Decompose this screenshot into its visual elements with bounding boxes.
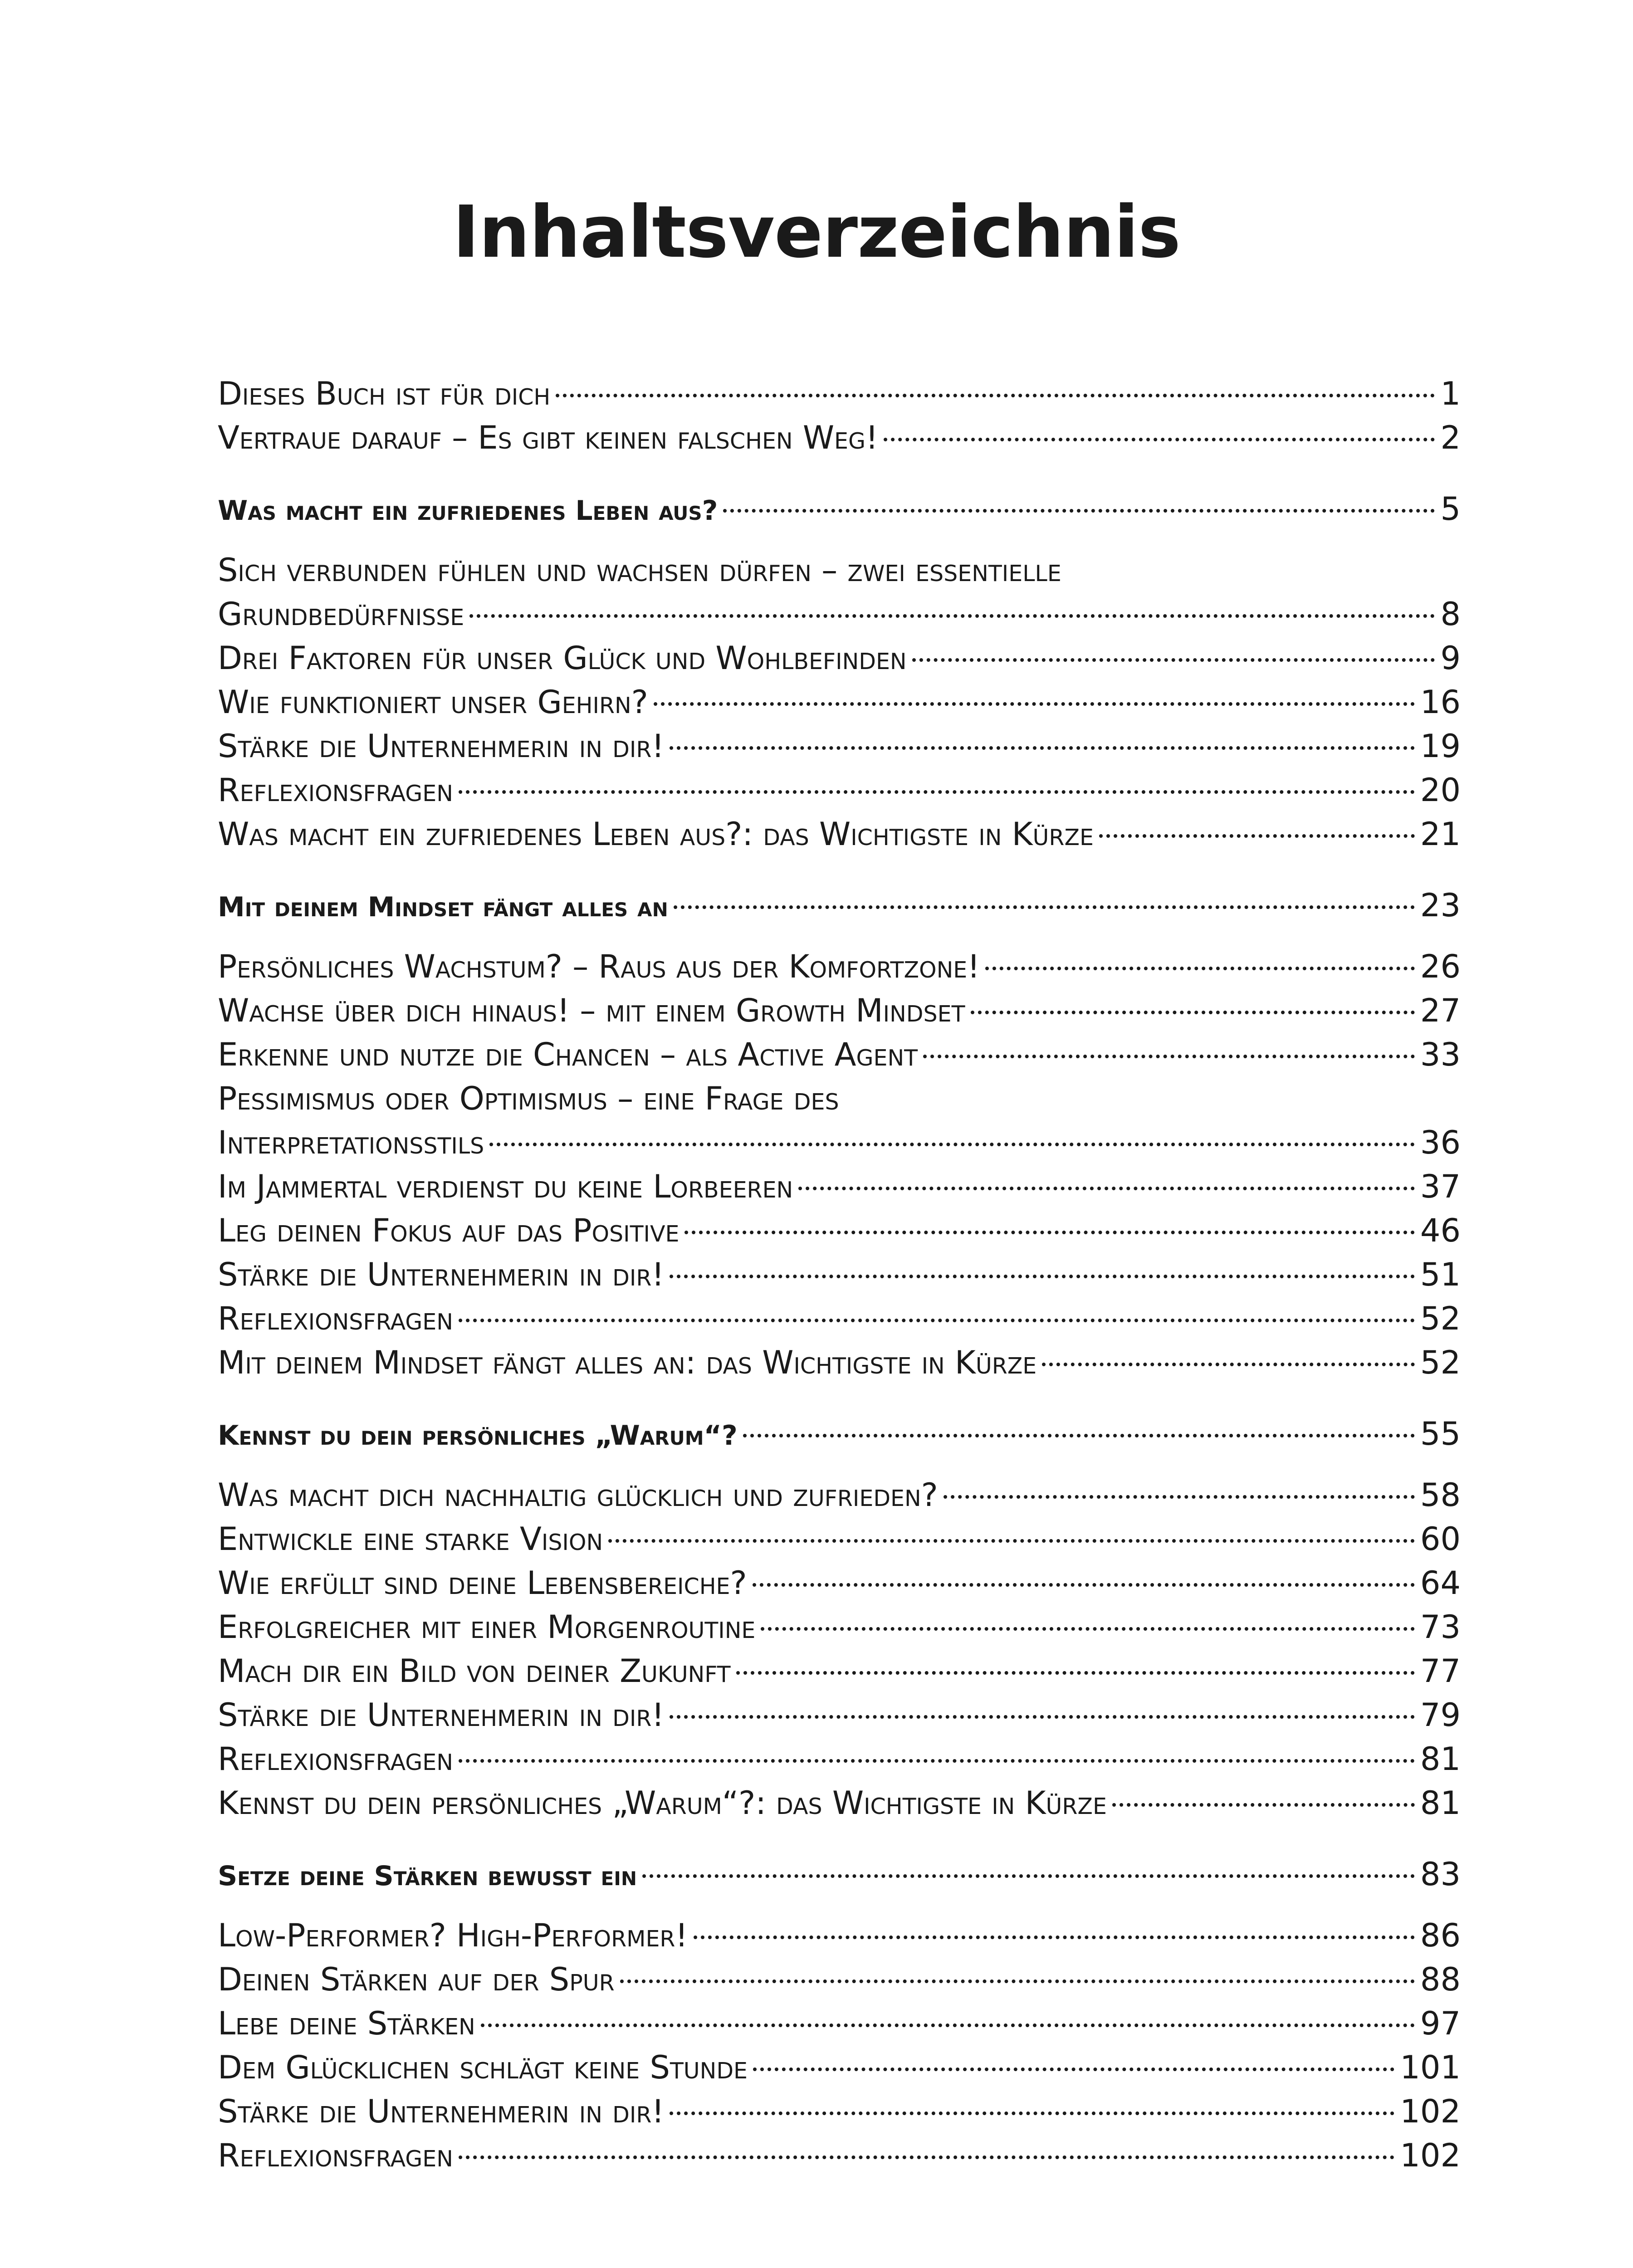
dot-leader xyxy=(459,790,1415,794)
dot-leader xyxy=(798,1187,1415,1190)
toc-entry-title: Setze deine Stärken bewusst ein xyxy=(218,1860,637,1892)
dot-leader xyxy=(642,1874,1415,1878)
toc-page-number: 73 xyxy=(1420,1608,1461,1646)
toc-entry-title: Erfolgreicher mit einer Morgenroutine xyxy=(218,1608,756,1646)
toc-entry-title: Reflexionsfragen xyxy=(218,1740,453,1778)
toc-page-number: 101 xyxy=(1400,2049,1461,2086)
toc-entry-title: Reflexionsfragen xyxy=(218,772,453,809)
toc-page-number: 9 xyxy=(1440,640,1461,677)
dot-leader xyxy=(489,1143,1415,1146)
toc-page-number: 36 xyxy=(1420,1124,1461,1161)
section-gap xyxy=(218,856,1461,884)
toc-page-number: 26 xyxy=(1420,948,1461,985)
toc-entry-title: Sich verbunden fühlen und wachsen dürfen – zwei essentielle xyxy=(218,552,1061,589)
page-title: Inhaltsverzeichnis xyxy=(452,191,1181,274)
toc-page-number: 102 xyxy=(1400,2137,1461,2174)
toc-page-number: 86 xyxy=(1420,1917,1461,1954)
toc-entry-title: Stärke die Unternehmerin in dir! xyxy=(218,1256,665,1293)
toc-page-number: 97 xyxy=(1420,2005,1461,2042)
toc-page-number: 77 xyxy=(1420,1652,1461,1690)
toc-entry[interactable] xyxy=(218,1473,1461,1517)
dot-leader xyxy=(884,438,1435,441)
toc-page-number: 16 xyxy=(1420,684,1461,721)
toc-entry[interactable] xyxy=(218,1914,1461,1958)
dot-leader xyxy=(556,394,1435,397)
dot-leader xyxy=(1042,1363,1415,1366)
toc-page-number: 58 xyxy=(1420,1476,1461,1514)
toc-entry-title: Dieses Buch ist für dich xyxy=(218,375,551,412)
dot-leader xyxy=(459,1759,1415,1763)
toc-page-number: 19 xyxy=(1420,728,1461,765)
dot-leader xyxy=(459,2156,1395,2159)
dot-leader xyxy=(736,1671,1415,1675)
toc-page-number: 5 xyxy=(1440,490,1461,528)
toc-page-number: 64 xyxy=(1420,1564,1461,1602)
dot-leader xyxy=(912,658,1435,662)
toc-chapter-entry[interactable] xyxy=(218,884,1461,928)
toc-page-number: 79 xyxy=(1420,1696,1461,1734)
toc-entry[interactable] xyxy=(218,2002,1461,2046)
toc-entry-title: Im Jammertal verdienst du keine Lorbeeren xyxy=(218,1168,793,1205)
toc-entry-title: Kennst du dein persönliches „Warum“? xyxy=(218,1420,738,1452)
toc-page-number: 27 xyxy=(1420,992,1461,1029)
toc-page-number: 20 xyxy=(1420,772,1461,809)
toc-entry[interactable] xyxy=(218,812,1461,856)
toc-entry[interactable] xyxy=(218,680,1461,724)
toc-page-number: 81 xyxy=(1420,1740,1461,1778)
dot-leader xyxy=(753,1583,1415,1587)
toc-page-number: 51 xyxy=(1420,1256,1461,1293)
toc-entry[interactable] xyxy=(218,416,1461,460)
toc-entry[interactable] xyxy=(218,636,1461,680)
dot-leader xyxy=(459,1319,1415,1322)
toc-entry-title: Vertraue darauf – Es gibt keinen falschen Weg! xyxy=(218,419,879,456)
toc-entry[interactable] xyxy=(218,768,1461,812)
dot-leader xyxy=(469,614,1435,618)
toc-page-number: 102 xyxy=(1400,2093,1461,2130)
toc-entry-title: Was macht dich nachhaltig glücklich und zufrieden? xyxy=(218,1476,938,1514)
toc-page-number: 88 xyxy=(1420,1961,1461,1998)
toc-entry[interactable] xyxy=(218,1209,1461,1253)
toc-entry[interactable] xyxy=(218,1605,1461,1649)
dot-leader xyxy=(670,2112,1394,2115)
toc-entry-title: Stärke die Unternehmerin in dir! xyxy=(218,2093,665,2130)
toc-entry-title: Persönliches Wachstum? – Raus aus der Komfortzone! xyxy=(218,948,980,985)
section-gap xyxy=(218,1897,1461,1914)
toc-entry[interactable] xyxy=(218,1253,1461,1297)
toc-page-number: 37 xyxy=(1420,1168,1461,1205)
toc-entry-title: Drei Faktoren für unser Glück und Wohlbefinden xyxy=(218,640,907,677)
toc-entry-title: Lebe deine Stärken xyxy=(218,2005,475,2042)
toc-page-number: 1 xyxy=(1440,375,1461,412)
toc-page-number: 2 xyxy=(1440,419,1461,456)
toc-page-number: 81 xyxy=(1420,1784,1461,1822)
toc-entry-title: Grundbedürfnisse xyxy=(218,596,464,633)
toc-entry-title: Pessimismus oder Optimismus – eine Frage des xyxy=(218,1080,839,1117)
toc-chapter-entry[interactable] xyxy=(218,1853,1461,1897)
toc-entry-title: Was macht ein zufriedenes Leben aus? xyxy=(218,495,718,527)
dot-leader xyxy=(1112,1803,1415,1807)
dot-leader xyxy=(481,2024,1415,2027)
dot-leader xyxy=(971,1011,1415,1014)
toc-entry-title: Wie funktioniert unser Gehirn? xyxy=(218,684,648,721)
toc-entry-title: Reflexionsfragen xyxy=(218,2137,453,2174)
dot-leader xyxy=(670,1275,1414,1278)
toc-entry-title: Stärke die Unternehmerin in dir! xyxy=(218,728,665,765)
dot-leader xyxy=(670,1715,1414,1719)
toc-page-number: 8 xyxy=(1440,596,1461,633)
toc-entry-title: Stärke die Unternehmerin in dir! xyxy=(218,1696,665,1734)
toc-entry-title: Wie erfüllt sind deine Lebensbereiche? xyxy=(218,1564,747,1602)
toc-entry-title: Mit deinem Mindset fängt alles an xyxy=(218,891,668,923)
toc-entry[interactable] xyxy=(218,1693,1461,1737)
toc-page-number: 21 xyxy=(1420,816,1461,853)
toc-entry-title: Wachse über dich hinaus! – mit einem Growth Mindset xyxy=(218,992,965,1029)
section-gap xyxy=(218,928,1461,945)
toc-list xyxy=(218,372,1461,2178)
toc-entry[interactable] xyxy=(218,1341,1461,1385)
toc-entry-title: Dem Glücklichen schlägt keine Stunde xyxy=(218,2049,748,2086)
toc-entry[interactable] xyxy=(218,1165,1461,1209)
toc-entry[interactable] xyxy=(218,1649,1461,1693)
toc-entry[interactable] xyxy=(218,1737,1461,1781)
toc-entry[interactable] xyxy=(218,1033,1461,1077)
toc-entry-title: Mach dir ein Bild von deiner Zukunft xyxy=(218,1652,731,1690)
section-gap xyxy=(218,460,1461,487)
toc-entry[interactable] xyxy=(218,1958,1461,2002)
dot-leader xyxy=(985,967,1415,970)
dot-leader xyxy=(654,702,1415,706)
section-gap xyxy=(218,1456,1461,1473)
toc-entry[interactable] xyxy=(218,989,1461,1033)
toc-entry-title: Was macht ein zufriedenes Leben aus?: das Wichtigste in Kürze xyxy=(218,816,1094,853)
toc-entry-title: Interpretationsstils xyxy=(218,1124,484,1161)
dot-leader xyxy=(761,1627,1415,1631)
toc-page-number: 52 xyxy=(1420,1344,1461,1381)
dot-leader xyxy=(923,1055,1415,1058)
dot-leader xyxy=(608,1539,1415,1543)
toc-entry[interactable] xyxy=(218,945,1461,989)
toc-entry[interactable] xyxy=(218,1297,1461,1341)
toc-entry-title: Deinen Stärken auf der Spur xyxy=(218,1961,615,1998)
toc-entry[interactable] xyxy=(218,1517,1461,1561)
toc-chapter-entry[interactable] xyxy=(218,487,1461,531)
section-gap xyxy=(218,1385,1461,1412)
toc-entry-title: Reflexionsfragen xyxy=(218,1300,453,1337)
toc-page-number: 52 xyxy=(1420,1300,1461,1337)
dot-leader xyxy=(753,2068,1394,2071)
toc-entry[interactable] xyxy=(218,2090,1461,2134)
toc-entry[interactable] xyxy=(218,1781,1461,1825)
dot-leader xyxy=(944,1495,1415,1499)
dot-leader xyxy=(743,1434,1415,1437)
section-gap xyxy=(218,531,1461,548)
section-gap xyxy=(218,1825,1461,1853)
dot-leader xyxy=(684,1231,1414,1234)
toc-entry[interactable] xyxy=(218,1077,1461,1121)
toc-entry-title: Low-Performer? High-Performer! xyxy=(218,1917,688,1954)
toc-entry-title: Entwickle eine starke Vision xyxy=(218,1520,603,1558)
toc-entry[interactable] xyxy=(218,2046,1461,2090)
dot-leader xyxy=(1099,834,1415,838)
dot-leader xyxy=(620,1980,1415,1983)
dot-leader xyxy=(723,509,1435,513)
toc-page-number: 33 xyxy=(1420,1036,1461,1073)
toc-entry[interactable] xyxy=(218,592,1461,636)
toc-entry[interactable] xyxy=(218,1121,1461,1165)
toc-entry[interactable] xyxy=(218,1561,1461,1605)
toc-entry-title: Erkenne und nutze die Chancen – als Active Agent xyxy=(218,1036,918,1073)
toc-entry[interactable] xyxy=(218,2134,1461,2178)
toc-page-number: 83 xyxy=(1420,1856,1461,1893)
dot-leader xyxy=(674,905,1415,909)
dot-leader xyxy=(670,746,1414,750)
toc-entry-title: Kennst du dein persönliches „Warum“?: das Wichtigste in Kürze xyxy=(218,1784,1107,1822)
toc-page-number: 60 xyxy=(1420,1520,1461,1558)
toc-chapter-entry[interactable] xyxy=(218,1412,1461,1456)
toc-entry[interactable] xyxy=(218,548,1461,592)
toc-entry[interactable] xyxy=(218,724,1461,768)
toc-page-number: 23 xyxy=(1420,887,1461,924)
toc-entry[interactable] xyxy=(218,372,1461,416)
toc-entry-title: Leg deinen Fokus auf das Positive xyxy=(218,1212,680,1249)
dot-leader xyxy=(694,1936,1415,1939)
toc-page-number: 55 xyxy=(1420,1415,1461,1452)
toc-entry-title: Mit deinem Mindset fängt alles an: das Wichtigste in Kürze xyxy=(218,1344,1037,1381)
toc-page-number: 46 xyxy=(1420,1212,1461,1249)
